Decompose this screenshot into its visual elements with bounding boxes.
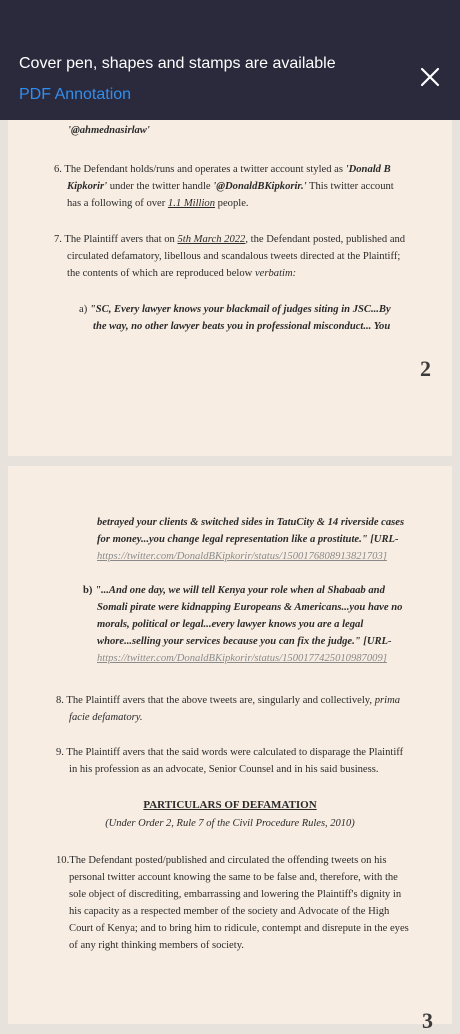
banner-title: Cover pen, shapes and stamps are available: [19, 55, 336, 72]
section-heading: PARTICULARS OF DEFAMATION: [143, 799, 317, 811]
document-page-2: '@ahmednasirlaw' 6. The Defendant holds/runs and operates a twitter account styled as 'Donald B Kipkorir' under the twitter handle '@DonaldBKipkorir.' This twitter account has a following of over 1.1 Million people. 7. The Plaintiff avers that on 5th March 2022, the Defendant posted, published and circulated defamatory, libellous and scandalous tweets directed at the Plaintiff; the contents of which are reproduced below verbatim: a) "SC, Every lawyer knows your blackmail of judges siting in JSC...By the way, no other lawyer beats you in professional misconduct... You 2: [8, 120, 452, 456]
page-number: 3: [422, 1008, 433, 1033]
document-page-3: betrayed your clients & switched sides in TatuCity & 14 riverside cases for money...you change legal representation like a prostitute." [URL- https://twitter.com/DonaldBKipkorir/status/1500176808913821703] b) "...And one day, we will tell Kenya your role when al Shabaab and Somali pirate were kidnapping Europeans & Americans...you have no morals, political or legal...every lawyer knows you are a legal whore...selling your services because you can fix the judge." [URL- https://twitter.com/DonaldBKipkorir/status/1500177425010987009] 8. The Plaintiff avers that the above tweets are, singularly and collectively, prima facie defamatory. 9. The Plaintiff avers that the said words were calculated to disparage the Plaintiff in his profession as an advocate, Senior Counsel and in his said business. PARTICULARS OF DEFAMATION (Under Order 2, Rule 7 of the Civil Procedure Rules, 2010) 10.The Defendant posted/published and circulated the offending tweets on his personal twitter account knowing the same to be false and, therefore, with the sole object of discrediting, embarrassing and lowering the Plaintiff's dignity in his capacity as a respected member of the society and Advocate of the High Court of Kenya; and to bring him to ridicule, contempt and disrepute in the eyes of any right thinking members of society. 3: [8, 466, 452, 1024]
page-number: 2: [420, 356, 431, 381]
tweet-url-link[interactable]: https://twitter.com/DonaldBKipkorir/status/1500176808913821703]: [97, 551, 387, 562]
section-subheading: (Under Order 2, Rule 7 of the Civil Procedure Rules, 2010): [105, 818, 355, 829]
annotation-banner: [0, 0, 460, 120]
pdf-annotation-link[interactable]: PDF Annotation: [19, 86, 132, 103]
tweet-url-link[interactable]: https://twitter.com/DonaldBKipkorir/status/1500177425010987009]: [97, 653, 387, 664]
twitter-handle-ahmednasirlaw: '@ahmednasirlaw': [68, 125, 150, 136]
close-icon[interactable]: [415, 62, 445, 92]
